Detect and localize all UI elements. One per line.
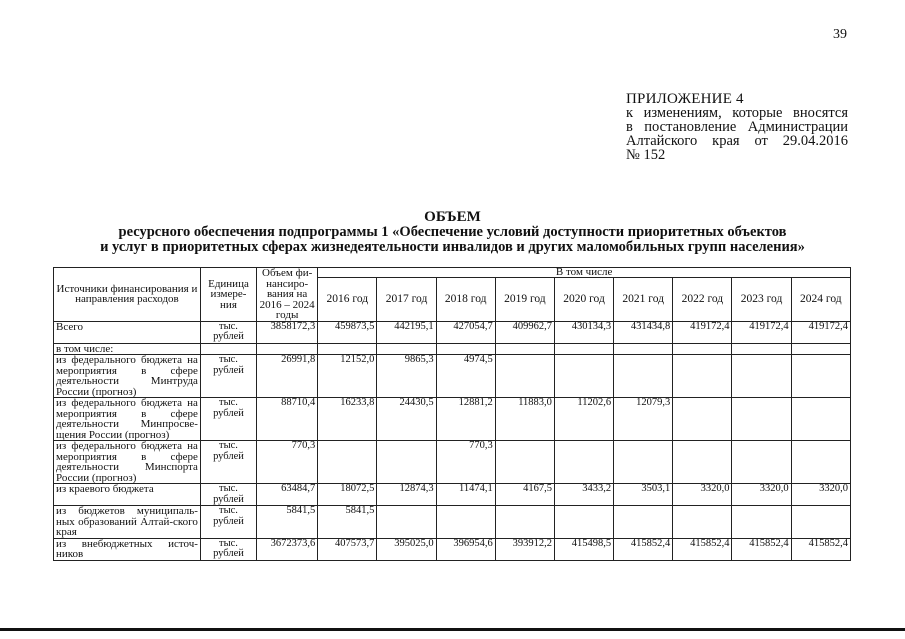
cell-source: из федерального бюджета на мероприятия в сфере деятельности Минтруда России (прогноз): [54, 355, 201, 398]
header-year: 2022 год: [673, 278, 732, 322]
header-year: 2019 год: [495, 278, 554, 322]
cell-year-value: 3320,0: [791, 484, 850, 506]
cell-year-value: 415852,4: [791, 538, 850, 560]
header-source: Источники финансирования и направления расходов: [54, 268, 201, 322]
cell-year-value: [673, 506, 732, 539]
cell-unit: тыс. рублей: [200, 321, 256, 343]
header-total-volume: Объем фи-нансиро-вания на 2016 – 2024 годы: [257, 268, 318, 322]
document-title: ОБЪЕМ: [424, 209, 481, 225]
header-year: 2023 год: [732, 278, 791, 322]
resource-table: [53, 267, 851, 561]
scan-edge-line: [0, 628, 905, 631]
header-including: В том числе: [318, 268, 851, 278]
cell-volume: 88710,4: [257, 398, 318, 441]
cell-year-value: 431434,8: [614, 321, 673, 343]
document-subtitle-line-2: и услуг в приоритетных сферах жизнедеятельности инвалидов и других маломобильных групп населения»: [100, 239, 805, 255]
appendix-block: [626, 92, 848, 162]
cell-year-value: 415852,4: [673, 538, 732, 560]
cell-year-value: 16233,8: [318, 398, 377, 441]
cell-year-value: [791, 398, 850, 441]
cell-year-value: [732, 355, 791, 398]
appendix-line: № 152: [626, 147, 666, 163]
cell-year-value: 442195,1: [377, 321, 436, 343]
cell-year-value: [554, 506, 613, 539]
cell-including-label: в том числе:: [54, 343, 201, 355]
cell-year-value: 12881,2: [436, 398, 495, 441]
cell-unit: тыс. рублей: [200, 441, 256, 484]
header-row: [54, 268, 851, 278]
cell-year-value: [495, 441, 554, 484]
cell-volume: 63484,7: [257, 484, 318, 506]
cell-year-value: [436, 506, 495, 539]
table-row-extrabudgetary: [54, 538, 851, 560]
table-row-regional: [54, 484, 851, 506]
cell-year-value: 396954,6: [436, 538, 495, 560]
cell-year-value: 419172,4: [732, 321, 791, 343]
table-row-federal-minprosvescheniya: [54, 398, 851, 441]
cell-year-value: [614, 441, 673, 484]
cell-year-value: [377, 506, 436, 539]
cell-source: из федерального бюджета на мероприятия в сфере деятельности Минспорта России (прогноз): [54, 441, 201, 484]
cell-year-value: [614, 506, 673, 539]
cell-year-value: 430134,3: [554, 321, 613, 343]
cell-volume: 3858172,3: [257, 321, 318, 343]
cell-year-value: [554, 441, 613, 484]
cell-year-value: 18072,5: [318, 484, 377, 506]
cell-year-value: [673, 355, 732, 398]
cell-year-value: 393912,2: [495, 538, 554, 560]
cell-volume: 26991,8: [257, 355, 318, 398]
header-unit: Единица измере-ния: [200, 268, 256, 322]
header-year: 2018 год: [436, 278, 495, 322]
cell-volume: 770,3: [257, 441, 318, 484]
document-subtitle-line-1: ресурсного обеспечения подпрограммы 1 «Обеспечение условий доступности приоритетных объектов: [118, 224, 787, 240]
cell-year-value: 395025,0: [377, 538, 436, 560]
cell-source: из федерального бюджета на мероприятия в сфере деятельности Минпросве-щения России (прогноз): [54, 398, 201, 441]
cell-year-value: [732, 506, 791, 539]
cell-year-value: 11202,6: [554, 398, 613, 441]
cell-year-value: 24430,5: [377, 398, 436, 441]
cell-year-value: 770,3: [436, 441, 495, 484]
cell-year-value: 3503,1: [614, 484, 673, 506]
cell-year-value: 459873,5: [318, 321, 377, 343]
cell-unit: тыс. рублей: [200, 484, 256, 506]
cell-year-value: 3320,0: [732, 484, 791, 506]
cell-year-value: 4974,5: [436, 355, 495, 398]
cell-source: Всего: [54, 321, 201, 343]
header-year: 2017 год: [377, 278, 436, 322]
cell-unit: тыс. рублей: [200, 538, 256, 560]
cell-year-value: 12079,3: [614, 398, 673, 441]
header-year: 2020 год: [554, 278, 613, 322]
table-row-municipal: [54, 506, 851, 539]
cell-year-value: [732, 441, 791, 484]
table-row-total: [54, 321, 851, 343]
cell-year-value: [495, 355, 554, 398]
cell-unit: тыс. рублей: [200, 355, 256, 398]
header-year: 2024 год: [791, 278, 850, 322]
cell-source: из внебюджетных источ-ников: [54, 538, 201, 560]
cell-year-value: 409962,7: [495, 321, 554, 343]
table-row-federal-minsport: [54, 441, 851, 484]
cell-year-value: 415852,4: [732, 538, 791, 560]
cell-unit: тыс. рублей: [200, 506, 256, 539]
cell-year-value: 11474,1: [436, 484, 495, 506]
cell-year-value: [377, 441, 436, 484]
appendix-line: к изменениям, которые вносятся: [626, 105, 848, 121]
cell-volume: 3672373,6: [257, 538, 318, 560]
cell-year-value: 427054,7: [436, 321, 495, 343]
cell-year-value: 3320,0: [673, 484, 732, 506]
cell-unit: тыс. рублей: [200, 398, 256, 441]
cell-year-value: 415498,5: [554, 538, 613, 560]
cell-year-value: 9865,3: [377, 355, 436, 398]
appendix-heading: ПРИЛОЖЕНИЕ 4: [626, 91, 744, 107]
cell-volume: 5841,5: [257, 506, 318, 539]
cell-year-value: [673, 398, 732, 441]
table-row-federal-mintrud: [54, 355, 851, 398]
cell-year-value: 415852,4: [614, 538, 673, 560]
cell-year-value: [318, 441, 377, 484]
cell-year-value: [791, 441, 850, 484]
appendix-line: Алтайского края от 29.04.2016: [626, 133, 848, 149]
table-row-including: [54, 343, 851, 355]
cell-year-value: [673, 441, 732, 484]
cell-source: из краевого бюджета: [54, 484, 201, 506]
cell-year-value: 12152,0: [318, 355, 377, 398]
cell-year-value: 12874,3: [377, 484, 436, 506]
cell-year-value: [554, 355, 613, 398]
cell-year-value: [791, 506, 850, 539]
cell-year-value: [614, 355, 673, 398]
cell-year-value: 4167,5: [495, 484, 554, 506]
header-year: 2016 год: [318, 278, 377, 322]
cell-year-value: 419172,4: [791, 321, 850, 343]
cell-year-value: 3433,2: [554, 484, 613, 506]
cell-year-value: 5841,5: [318, 506, 377, 539]
cell-year-value: 11883,0: [495, 398, 554, 441]
cell-year-value: [732, 398, 791, 441]
cell-year-value: [495, 506, 554, 539]
header-year: 2021 год: [614, 278, 673, 322]
cell-year-value: 407573,7: [318, 538, 377, 560]
cell-source: из бюджетов муниципаль-ных образований Алтай-ского края: [54, 506, 201, 539]
cell-year-value: [791, 355, 850, 398]
appendix-line: в постановление Администрации: [626, 119, 848, 135]
cell-year-value: 419172,4: [673, 321, 732, 343]
page-number: 39: [833, 27, 847, 42]
